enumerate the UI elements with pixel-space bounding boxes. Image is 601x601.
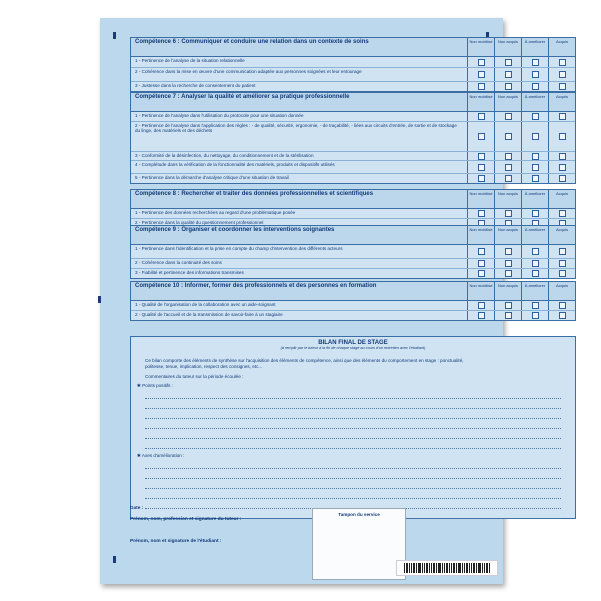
- criterion-text: 4 - Complétude dans la vérification de la fonctionnalité des matériels, produits et dispositifs utilisés: [135, 161, 335, 167]
- checkbox-non-acquis[interactable]: [505, 210, 512, 217]
- column-header-acquis: Acquis: [548, 190, 575, 208]
- checkbox-non-acquis[interactable]: [505, 260, 512, 267]
- competence-title: Compétence 6 : Communiquer et conduire une relation dans un contexte de soins: [135, 39, 369, 45]
- criterion-row: [131, 68, 575, 82]
- column-header-a-ameliorer: À améliorer: [521, 93, 548, 111]
- checkbox-cell: [521, 112, 548, 121]
- checkbox-acquis[interactable]: [559, 113, 566, 120]
- bilan-comments-label: Commentaires du tuteur sur la période écoulée :: [145, 374, 244, 379]
- checkbox-acquis[interactable]: [559, 133, 566, 140]
- checkbox-cell: [521, 301, 548, 310]
- criterion-row: [131, 112, 575, 122]
- column-header-acquis: Acquis: [548, 38, 575, 56]
- checkbox-acquis[interactable]: [559, 260, 566, 267]
- checkbox-cell: [467, 209, 494, 218]
- competence-title: Compétence 10 : Informer, former des professionnels et des personnes en formation: [135, 283, 377, 289]
- checkbox-cell: [494, 311, 521, 320]
- etudiant-label: Prénom, nom et signature de l'étudiant :: [130, 539, 222, 544]
- checkbox-acquis[interactable]: [559, 71, 566, 78]
- competence-header: [131, 38, 575, 57]
- date-label: Date :: [130, 506, 144, 511]
- checkbox-a-ameliorer[interactable]: [532, 164, 539, 171]
- checkbox-cell: [467, 57, 494, 67]
- competence-block: [130, 281, 576, 321]
- registration-mark: [113, 556, 116, 563]
- checkbox-cell: [548, 57, 575, 67]
- criterion-row: [131, 57, 575, 68]
- criterion-text: 3 - Conformité de la désinfection, du nettoyage, du conditionnement et de la stérilisation: [135, 152, 314, 158]
- checkbox-cell: [467, 152, 494, 160]
- criterion-text: 1 - Pertinence dans l'identification et la prise en compte du champ d'intervention des différents acteurs: [135, 245, 343, 251]
- criterion-text: 2 - Pertinence de l'analyse dans l'application des règles : - de qualité, sécurité, ergonomie, - de traçabilité, - liées aux circuits d'entrée, de sortie et de stockage du linge, des matériels et des déchets: [135, 122, 457, 133]
- column-header-non-mobilise: Non mobilisé: [467, 190, 494, 208]
- checkbox-a-ameliorer[interactable]: [532, 302, 539, 309]
- column-header-a-ameliorer: À améliorer: [521, 190, 548, 208]
- checkbox-cell: [521, 174, 548, 183]
- column-header-acquis: Acquis: [548, 93, 575, 111]
- stamp-label: Tampon du service: [338, 512, 380, 517]
- competence-title: Compétence 8 : Rechercher et traiter des données professionnelles et scientifiques: [135, 191, 374, 197]
- checkbox-cell: [494, 57, 521, 67]
- checkbox-cell: [494, 161, 521, 173]
- checkbox-non-mobilise[interactable]: [478, 312, 485, 319]
- checkbox-non-acquis[interactable]: [505, 153, 512, 160]
- checkbox-cell: [467, 174, 494, 183]
- checkbox-cell: [494, 152, 521, 160]
- checkbox-cell: [548, 245, 575, 258]
- column-header-a-ameliorer: À améliorer: [521, 226, 548, 244]
- criterion-row: [131, 209, 575, 219]
- checkbox-cell: [494, 112, 521, 121]
- checkbox-acquis[interactable]: [559, 312, 566, 319]
- checkbox-non-mobilise[interactable]: [478, 175, 485, 182]
- bilan-final-section: [130, 336, 576, 519]
- checkbox-cell: [467, 301, 494, 310]
- column-header-a-ameliorer: À améliorer: [521, 38, 548, 56]
- column-header-non-mobilise: Non mobilisé: [467, 282, 494, 300]
- checkbox-cell: [548, 269, 575, 278]
- checkbox-non-acquis[interactable]: [505, 270, 512, 277]
- column-header-non-mobilise: Non mobilisé: [467, 38, 494, 56]
- competence-title: Compétence 9 : Organiser et coordonner les interventions soignantes: [135, 227, 335, 233]
- checkbox-cell: [494, 259, 521, 268]
- checkbox-cell: [548, 68, 575, 81]
- criterion-row: [131, 311, 575, 320]
- criterion-text: 1 - Qualité de l'organisation de la collaboration avec un aide-soignant: [135, 301, 276, 307]
- checkbox-a-ameliorer[interactable]: [532, 270, 539, 277]
- checkbox-cell: [548, 174, 575, 183]
- checkbox-cell: [548, 259, 575, 268]
- checkbox-a-ameliorer[interactable]: [532, 260, 539, 267]
- checkbox-non-mobilise[interactable]: [478, 71, 485, 78]
- bilan-title: BILAN FINAL DE STAGE: [318, 340, 388, 346]
- axes-amelioration-text: Axes d'amélioration :: [141, 453, 185, 458]
- criterion-text: 3 - Fiabilité et pertinence des informations transmises: [135, 269, 244, 275]
- checkbox-a-ameliorer[interactable]: [532, 113, 539, 120]
- checkbox-acquis[interactable]: [559, 302, 566, 309]
- checkbox-cell: [494, 209, 521, 218]
- tuteur-label: Prénom, nom, profession et signature du tuteur :: [130, 517, 242, 522]
- bilan-intro: Ce bilan comporte des éléments de synthèse sur l'acquisition des éléments de compétence, ainsi que des éléments du comportement en stage : ponctualité, politesse, tenue, implication, respect des consignes, etc...: [145, 358, 464, 369]
- column-header-acquis: Acquis: [548, 226, 575, 244]
- barcode: [396, 560, 498, 576]
- criterion-text: 3 - Justesse dans la recherche de consentement du patient: [135, 82, 256, 88]
- checkbox-cell: [467, 112, 494, 121]
- criterion-text: 5 - Pertinence dans la démarche d'analyse critique d'une situation de travail: [135, 174, 289, 180]
- column-header-non-mobilise: Non mobilisé: [467, 226, 494, 244]
- competence-header: [131, 93, 575, 112]
- criterion-row: [131, 82, 575, 91]
- column-header-non-acquis: Non acquis: [494, 282, 521, 300]
- checkbox-non-mobilise[interactable]: [478, 270, 485, 277]
- checkbox-cell: [521, 82, 548, 91]
- column-header-non-acquis: Non acquis: [494, 190, 521, 208]
- column-header-acquis: Acquis: [548, 282, 575, 300]
- checkbox-non-acquis[interactable]: [505, 312, 512, 319]
- checkbox-non-acquis[interactable]: [505, 71, 512, 78]
- checkbox-cell: [521, 311, 548, 320]
- criterion-row: [131, 161, 575, 174]
- checkbox-non-acquis[interactable]: [505, 302, 512, 309]
- criterion-row: [131, 269, 575, 278]
- checkbox-non-acquis[interactable]: [505, 164, 512, 171]
- criterion-text: 1 - Pertinence des données recherchées au regard d'une problématique posée: [135, 209, 296, 215]
- criterion-row: [131, 152, 575, 161]
- checkbox-non-mobilise[interactable]: [478, 302, 485, 309]
- checkbox-non-mobilise[interactable]: [478, 83, 485, 90]
- column-header-non-mobilise: Non mobilisé: [467, 93, 494, 111]
- checkbox-cell: [521, 152, 548, 160]
- checkbox-a-ameliorer[interactable]: [532, 153, 539, 160]
- checkbox-cell: [467, 68, 494, 81]
- checkbox-cell: [521, 57, 548, 67]
- checkbox-acquis[interactable]: [559, 270, 566, 277]
- bilan-subtitle: (à remplir par le tuteur à la fin de chaque stage au cours d'un entretien avec l'étudiant): [280, 346, 426, 350]
- criterion-row: [131, 122, 575, 152]
- checkbox-a-ameliorer[interactable]: [532, 248, 539, 255]
- registration-mark: [113, 32, 116, 39]
- checkbox-cell: [521, 68, 548, 81]
- criterion-row: [131, 301, 575, 311]
- checkbox-cell: [467, 311, 494, 320]
- checkbox-a-ameliorer[interactable]: [532, 133, 539, 140]
- competence-block: [130, 92, 576, 184]
- criterion-row: [131, 245, 575, 259]
- points-positifs-label: ✱ Points positifs :: [137, 383, 174, 388]
- checkbox-cell: [548, 82, 575, 91]
- competence-title: Compétence 7 : Analyser la qualité et améliorer sa pratique professionnelle: [135, 94, 350, 100]
- registration-mark: [98, 296, 101, 303]
- competence-block: [130, 225, 576, 279]
- checkbox-non-acquis[interactable]: [505, 113, 512, 120]
- checkbox-cell: [494, 174, 521, 183]
- criterion-text: 1 - Pertinence de l'analyse de la situation relationnelle: [135, 57, 245, 63]
- points-positifs-text: Points positifs :: [142, 383, 174, 388]
- checkbox-acquis[interactable]: [559, 248, 566, 255]
- checkbox-non-mobilise[interactable]: [478, 153, 485, 160]
- checkbox-cell: [521, 259, 548, 268]
- checkbox-non-mobilise[interactable]: [478, 260, 485, 267]
- column-header-non-acquis: Non acquis: [494, 93, 521, 111]
- checkbox-cell: [467, 245, 494, 258]
- checkbox-cell: [548, 112, 575, 121]
- checkbox-cell: [467, 269, 494, 278]
- checkbox-cell: [548, 209, 575, 218]
- competence-header: [131, 282, 575, 301]
- checkbox-a-ameliorer[interactable]: [532, 312, 539, 319]
- checkbox-non-mobilise[interactable]: [478, 133, 485, 140]
- checkbox-a-ameliorer[interactable]: [532, 83, 539, 90]
- checkbox-non-acquis[interactable]: [505, 175, 512, 182]
- checkbox-cell: [494, 301, 521, 310]
- checkbox-a-ameliorer[interactable]: [532, 59, 539, 66]
- checkbox-cell: [521, 269, 548, 278]
- checkbox-non-acquis[interactable]: [505, 133, 512, 140]
- checkbox-cell: [494, 269, 521, 278]
- checkbox-cell: [467, 259, 494, 268]
- checkbox-cell: [467, 122, 494, 151]
- competence-header: [131, 226, 575, 245]
- checkbox-cell: [494, 82, 521, 91]
- criterion-row: [131, 174, 575, 183]
- points-positifs-lines[interactable]: [131, 389, 575, 449]
- checkbox-non-mobilise[interactable]: [478, 210, 485, 217]
- checkbox-acquis[interactable]: [559, 83, 566, 90]
- criterion-row: [131, 259, 575, 269]
- checkbox-cell: [467, 82, 494, 91]
- checkbox-non-mobilise[interactable]: [478, 164, 485, 171]
- checkbox-non-acquis[interactable]: [505, 59, 512, 66]
- stamp-box[interactable]: [312, 508, 406, 580]
- checkbox-acquis[interactable]: [559, 175, 566, 182]
- checkbox-cell: [548, 161, 575, 173]
- criterion-text: 2 - Qualité de l'accueil et de la transmission de savoir-faire à un stagiaire: [135, 311, 283, 317]
- competence-block: [130, 189, 576, 229]
- checkbox-cell: [548, 311, 575, 320]
- column-header-a-ameliorer: À améliorer: [521, 282, 548, 300]
- criterion-text: 2 - Cohérence dans la continuité des soins: [135, 259, 222, 265]
- checkbox-non-acquis[interactable]: [505, 83, 512, 90]
- checkbox-acquis[interactable]: [559, 153, 566, 160]
- checkbox-non-mobilise[interactable]: [478, 248, 485, 255]
- checkbox-cell: [548, 301, 575, 310]
- checkbox-cell: [494, 68, 521, 81]
- checkbox-acquis[interactable]: [559, 59, 566, 66]
- checkbox-cell: [494, 245, 521, 258]
- checkbox-a-ameliorer[interactable]: [532, 71, 539, 78]
- checkbox-cell: [521, 161, 548, 173]
- checkbox-a-ameliorer[interactable]: [532, 175, 539, 182]
- column-header-non-acquis: Non acquis: [494, 38, 521, 56]
- checkbox-acquis[interactable]: [559, 210, 566, 217]
- competence-header: [131, 190, 575, 209]
- criterion-text: 2 - Pertinence dans la qualité du questionnement professionnel: [135, 219, 264, 225]
- axes-amelioration-label: ✱ Axes d'amélioration :: [137, 453, 185, 458]
- criterion-text: 1 - Pertinence de l'analyse dans l'utilisation du protocole pour une situation donnée: [135, 112, 304, 118]
- checkbox-non-acquis[interactable]: [505, 248, 512, 255]
- checkbox-cell: [521, 209, 548, 218]
- checkbox-acquis[interactable]: [559, 164, 566, 171]
- checkbox-cell: [548, 122, 575, 151]
- column-header-non-acquis: Non acquis: [494, 226, 521, 244]
- criterion-text: 2 - Cohérence dans la mise en œuvre d'une communication adaptée aux personnes soignées et leur entourage: [135, 68, 362, 74]
- evaluation-sheet: [100, 18, 568, 584]
- checkbox-non-mobilise[interactable]: [478, 113, 485, 120]
- checkbox-a-ameliorer[interactable]: [532, 210, 539, 217]
- checkbox-cell: [521, 245, 548, 258]
- checkbox-cell: [521, 122, 548, 151]
- checkbox-cell: [548, 152, 575, 160]
- checkbox-cell: [467, 161, 494, 173]
- checkbox-non-mobilise[interactable]: [478, 59, 485, 66]
- checkbox-cell: [494, 122, 521, 151]
- competence-block: [130, 37, 576, 92]
